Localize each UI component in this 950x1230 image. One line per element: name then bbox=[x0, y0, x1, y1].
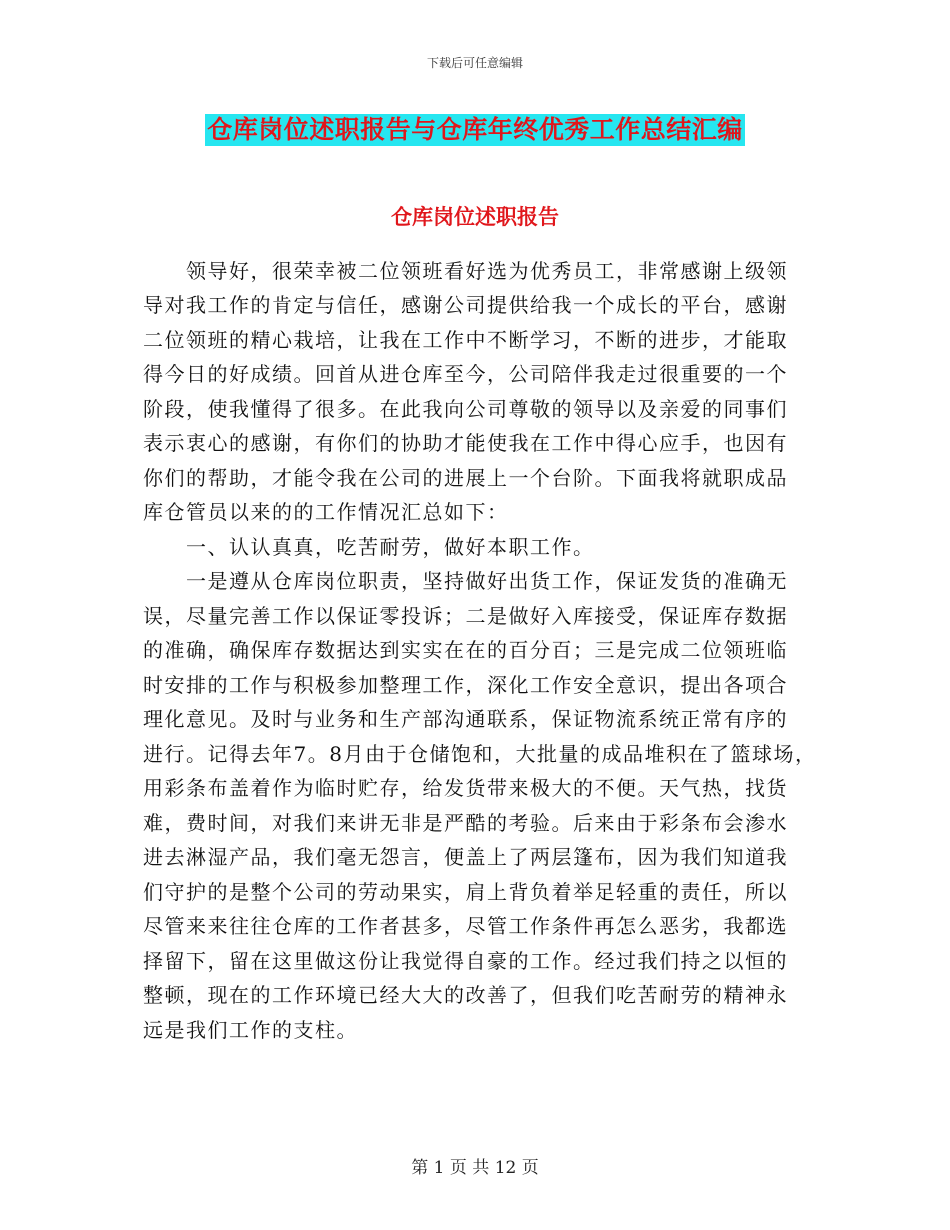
body-line: 整顿，现在的工作环境已经大大的改善了，但我们吃苦耐劳的精神永 bbox=[143, 983, 788, 1007]
body-line: 一是遵从仓库岗位职责，坚持做好出货工作，保证发货的准确无 bbox=[143, 569, 788, 593]
body-line: 理化意见。及时与业务和生产部沟通联系，保证物流系统正常有序的 bbox=[143, 707, 788, 731]
page-header-note: 下载后可任意编辑 bbox=[426, 56, 523, 70]
body-line: 的准确，确保库存数据达到实实在在的百分百；三是完成二位领班临 bbox=[143, 638, 788, 662]
body-line bbox=[143, 219, 823, 254]
body-text bbox=[143, 219, 823, 1047]
main-title: 仓库岗位述职报告与仓库年终优秀工作总结汇编 bbox=[207, 115, 743, 144]
body-line: 二位领班的精心栽培，让我在工作中不断学习，不断的进步，才能取 bbox=[143, 327, 788, 352]
body-line: 进去淋湿产品，我们毫无怨言，便盖上了两层篷布，因为我们知道我 bbox=[143, 845, 788, 869]
body-line: 库仓管员以来的的工作情况汇总如下： bbox=[143, 500, 509, 524]
body-line: 阶段，使我懂得了很多。在此我向公司尊敬的领导以及亲爱的同事们 bbox=[143, 396, 788, 421]
page-number: 第 1 页 共 12 页 bbox=[411, 1158, 539, 1178]
body-line: 时安排的工作与积极参加整理工作，深化工作安全意识，提出各项合 bbox=[143, 672, 788, 697]
body-line: 得今日的好成绩。回首从进仓库至今，公司陪伴我走过很重要的一个 bbox=[143, 362, 788, 386]
body-line: 一、认认真真，吃苦耐劳，做好本职工作。 bbox=[143, 534, 595, 559]
section-title: 仓库岗位述职报告 bbox=[391, 204, 559, 229]
body-line: 误，尽量完善工作以保证零投诉；二是做好入库接受，保证库存数据 bbox=[143, 603, 788, 628]
main-title-wrapper bbox=[0, 114, 950, 146]
body-line: 择留下，留在这里做这份让我觉得自豪的工作。经过我们持之以恒的 bbox=[143, 948, 788, 973]
body-line: 导对我工作的肯定与信任，感谢公司提供给我一个成长的平台，感谢 bbox=[143, 293, 788, 317]
body-line: 进行。记得去年7。8月由于仓储饱和，大批量的成品堆积在了篮球场， bbox=[143, 741, 817, 766]
body-line: 领导好，很荣幸被二位领班看好选为优秀员工，非常感谢上级领 bbox=[143, 258, 788, 283]
body-line: 难，费时间，对我们来讲无非是严酷的考验。后来由于彩条布会渗水 bbox=[143, 810, 788, 835]
body-line: 你们的帮助，才能令我在公司的进展上一个台阶。下面我将就职成品 bbox=[143, 465, 788, 490]
body-line: 表示衷心的感谢，有你们的协助才能使我在工作中得心应手，也因有 bbox=[143, 431, 788, 455]
body-line: 尽管来来往往仓库的工作者甚多，尽管工作条件再怎么恶劣，我都选 bbox=[143, 914, 788, 938]
body-line: 远是我们工作的支柱。 bbox=[143, 1017, 358, 1042]
body-line: 们守护的是整个公司的劳动果实，肩上背负着举足轻重的责任，所以 bbox=[143, 879, 788, 904]
body-line: 用彩条布盖着作为临时贮存，给发货带来极大的不便。天气热，找货 bbox=[143, 776, 788, 800]
